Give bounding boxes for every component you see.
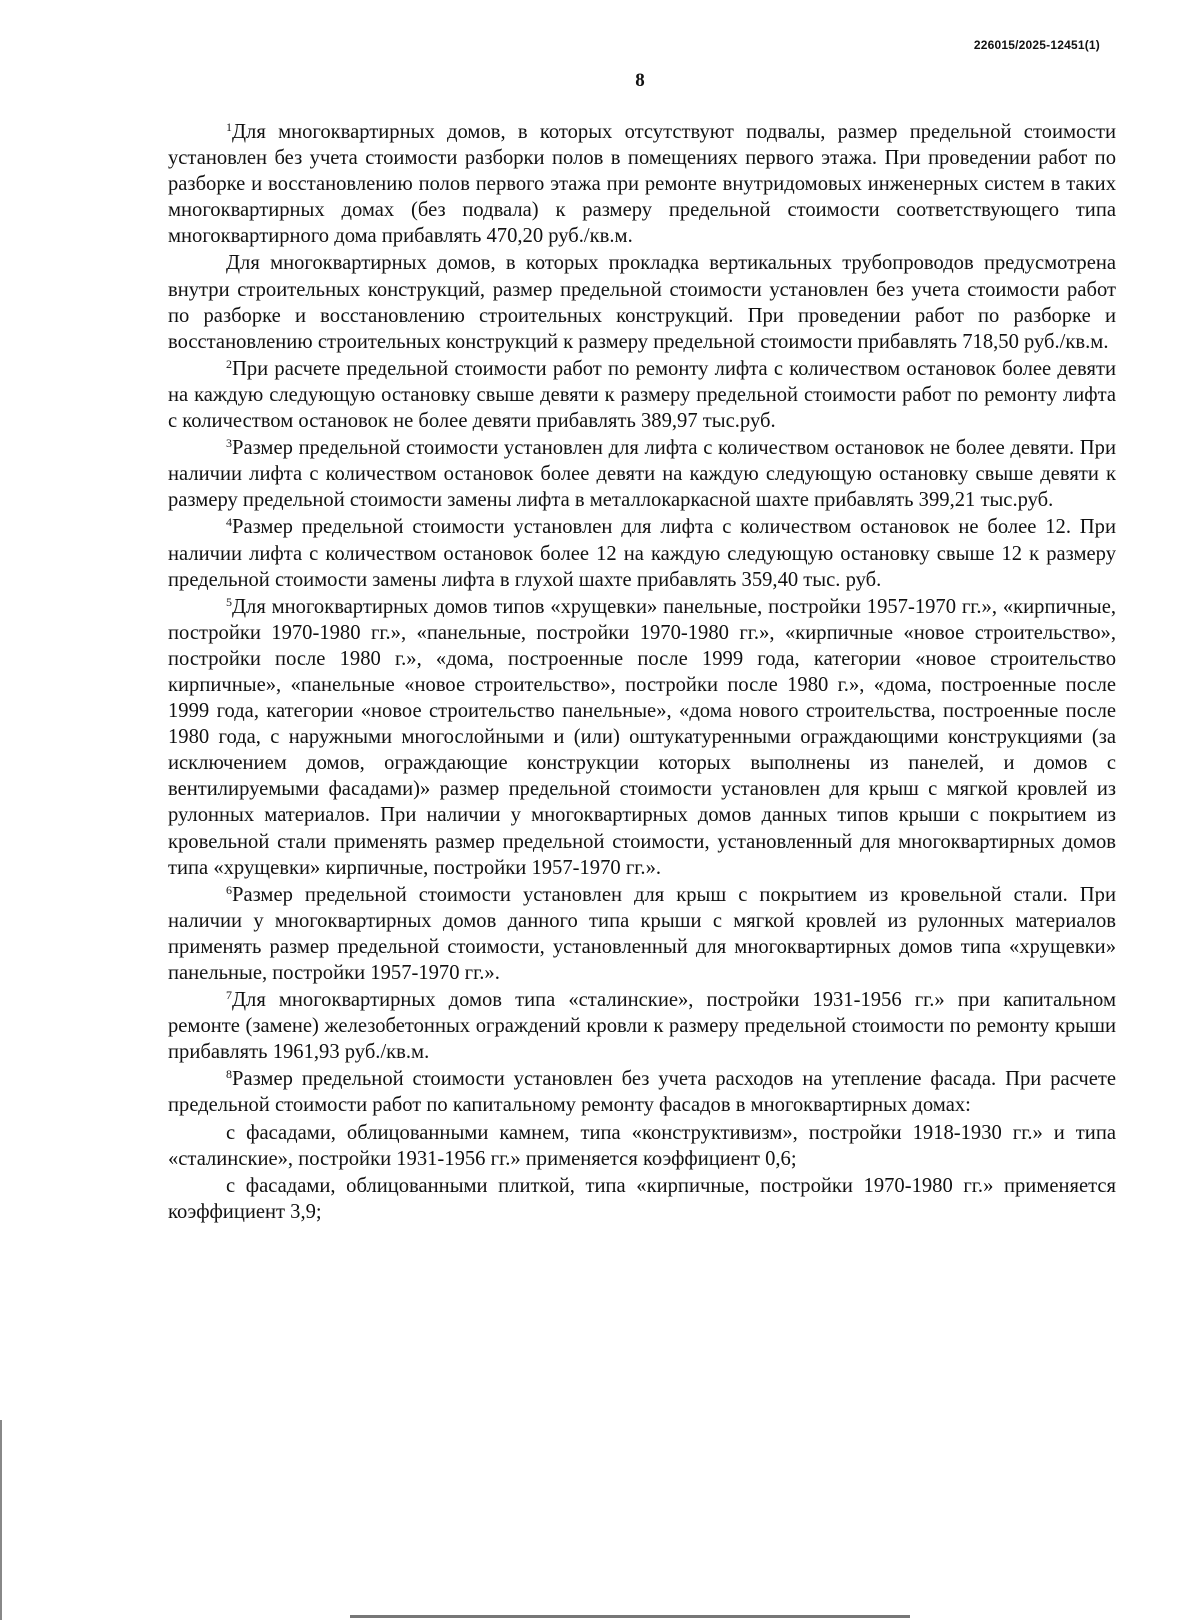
footnote-paragraph [168,435,1116,513]
footnote-mark: 6 [226,882,232,897]
page-number: 8 [635,70,645,91]
footnote-paragraph [168,594,1116,881]
footnote-list-item [168,1120,1116,1172]
scan-bottom-rule [350,1615,910,1618]
footnote-text: Для многоквартирных домов типов «хрущевки» панельные, постройки 1957-1970 гг.», «кирпичные, постройки 1970-1980 гг.», «панельные, постройки 1970-1980 гг.», «кирпичные «новое строительство», постройки после 1980 г.», «дома, построенные после 1999 года, категории «новое строительство кирпичные», «панельные «новое строительство», постройки после 1980 г.», «дома, построенные после 1999 года, категории «новое строительство панельные», «дома нового строительства, построенные после 1980 года, с наружными многослойными и (или) оштукатуренными ограждающими конструкциями (за исключением домов, ограждающие конструкции которых выполнены из панелей, и домов с вентилируемыми фасадами)» размер предельной стоимости установлен для крыш с мягкой кровлей из рулонных материалов. При наличии у многоквартирных домов данных типов крыши с покрытием из кровельной стали применять размер предельной стоимости, установленный для многоквартирных домов типа «хрущевки» кирпичные, постройки 1957-1970 гг.». [168,595,1116,879]
footnote-paragraph [168,987,1116,1065]
footnote-text: Размер предельной стоимости установлен для крыш с покрытием из кровельной стали. При наличии у многоквартирных домов данного типа крыши с мягкой кровлей из рулонных материалов применять размер предельной стоимости, установленный для многоквартирных домов типа «хрущевки» панельные, постройки 1957-1970 гг.». [168,883,1116,984]
footnote-text: Для многоквартирных домов, в которых прокладка вертикальных трубопроводов предусмотрена внутри строительных конструкций, размер предельной стоимости установлен без учета стоимости работ по разборке и восстановлению строительных конструкций. При проведении работ по разборке и восстановлению строительных конструкций к размеру предельной стоимости прибавлять 718,50 руб./кв.м. [168,252,1116,353]
footnote-mark: 5 [226,594,232,609]
footnote-mark: 2 [226,356,232,371]
footnote-paragraph [168,250,1116,354]
footnote-text: При расчете предельной стоимости работ по ремонту лифта с количеством остановок более девяти на каждую следующую остановку свыше девяти к размеру предельной стоимости работ по ремонту лифта с количеством остановок не более девяти прибавлять 389,97 тыс.руб. [168,357,1116,433]
footnote-paragraph [168,1066,1116,1118]
footnote-paragraph [168,356,1116,434]
footnote-mark: 4 [226,515,232,530]
footnote-text: Размер предельной стоимости установлен для лифта с количеством остановок не более девяти. При наличии лифта с количеством остановок более девяти на каждую следующую остановку свыше девяти к размеру предельной стоимости замены лифта в металлокаркасной шахте прибавлять 399,21 тыс.руб. [168,437,1116,512]
footnote-text: Размер предельной стоимости установлен для лифта с количеством остановок не более 12. При наличии лифта с количеством остановок более 12 на каждую следующую остановку свыше 12 к размеру предельной стоимости замены лифта в глухой шахте прибавлять 359,40 тыс. руб. [168,516,1116,591]
footnote-mark: 1 [226,120,232,134]
footnote-text: с фасадами, облицованными камнем, типа «конструктивизм», постройки 1918-1930 гг.» и типа «сталинские», постройки 1931-1956 гг.» применяется коэффициент 0,6; [168,1121,1116,1170]
footnote-text: Для многоквартирных домов типа «сталинские», постройки 1931-1956 гг.» при капитальном ремонте (замене) железобетонных ограждений кровли к размеру предельной стоимости по ремонту крыши прибавлять 1961,93 руб./кв.м. [168,989,1116,1064]
scan-edge-mark [0,1420,2,1620]
footnote-paragraph [168,514,1116,592]
footnote-text: Для многоквартирных домов, в которых отсутствуют подвалы, размер предельной стоимости установлен без учета стоимости разборки полов в помещениях первого этажа. При проведении работ по разборке и восстановлению полов первого этажа при ремонте внутридомовых инженерных систем в таких многоквартирных домах (без подвала) к размеру предельной стоимости соответствующего типа многоквартирного дома прибавлять 470,20 руб./кв.м. [168,121,1116,248]
footnote-paragraph [168,119,1116,249]
footnote-list-item [168,1173,1116,1225]
footnote-mark: 3 [226,436,232,451]
footnote-text: Размер предельной стоимости установлен без учета расходов на утепление фасада. При расчете предельной стоимости работ по капитальному ремонту фасадов в многоквартирных домах: [168,1068,1116,1117]
footnote-paragraph [168,882,1116,986]
footnote-text: с фасадами, облицованными плиткой, типа «кирпичные, постройки 1970-1980 гг.» применяется коэффициент 3,9; [168,1174,1116,1223]
footnote-mark: 8 [226,1067,232,1082]
document-registration-number: 226015/2025-12451(1) [973,38,1100,52]
footnote-mark: 7 [226,988,232,1003]
footnotes-section [168,119,1116,1226]
